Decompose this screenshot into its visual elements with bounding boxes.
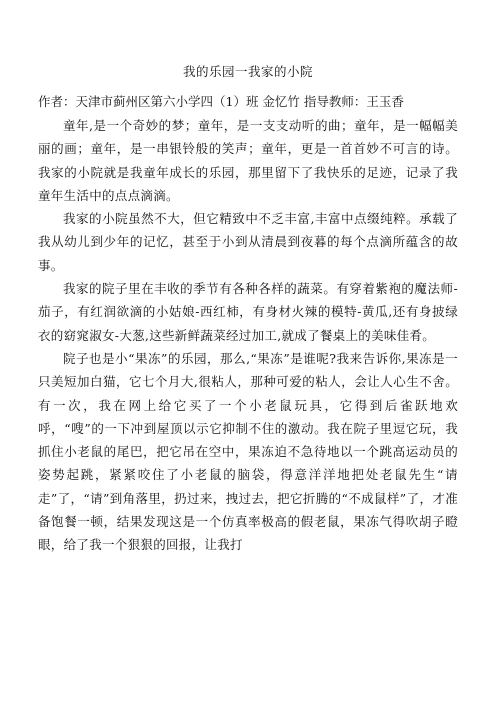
document-title: 我的乐园一我家的小院 bbox=[182, 64, 313, 79]
paragraph-2: 我家的小院虽然不大，但它精致中不乏丰富,丰富中点缀纯粹。承载了我从幼儿到少年的记忆，甚至于小到从清晨到夜暮的每个点滴所蕴含的故事。 bbox=[38, 211, 458, 273]
document-body bbox=[38, 114, 458, 557]
paragraph-1: 童年,是一个奇妙的梦；童年，是一支支动听的曲；童年，是一幅幅美丽的画；童年，是一串银铃般的笑声；童年，更是一首首妙不可言的诗。我家的小院就是我童年成长的乐园，那里留下了我快乐的足迹，记录了我童年生活中的点点滴滴。 bbox=[38, 118, 458, 203]
author-byline: 作者：天津市蓟州区第六小学四（1）班 金忆竹 指导教师：王玉香 bbox=[38, 94, 404, 109]
paragraph-4: 院子也是小“果冻”的乐园，那么,“果冻”是谁呢?我来告诉你,果冻是一只美短加白猫，它七个月大,很粘人，那种可爱的粘人，会让人心生不舍。有一次，我在网上给它买了一个小老鼠玩具，它得到后雀跃地欢呼，“嗖”的一下冲到屋顶以示它抑制不住的激动。我在院子里逗它玩，我抓住小老鼠的尾巴，把它吊在空中，果冻迫不急待地以一个跳高运动员的姿势起跳，紧紧咬住了小老鼠的脑袋，得意洋洋地把处老鼠先生“请走”了，“请”到角落里，扔过来，拽过去，把它折腾的“不成鼠样”了，才准备饱餐一顿，结果发现这是一个仿真率极高的假老鼠，果冻气得吹胡子瞪眼，给了我一个狠狠的回报，让我打 bbox=[38, 350, 458, 553]
paragraph-3: 我家的院子里在丰收的季节有各种各样的蔬菜。有穿着紫袍的魔法师-茄子，有红润欲滴的小姑娘-西红柿，有身材火辣的模特-黄瓜,还有身披绿衣的窈窕淑女-大葱,这些新鲜蔬菜经过加工,就成了餐桌上的美味佳肴。 bbox=[38, 281, 458, 343]
